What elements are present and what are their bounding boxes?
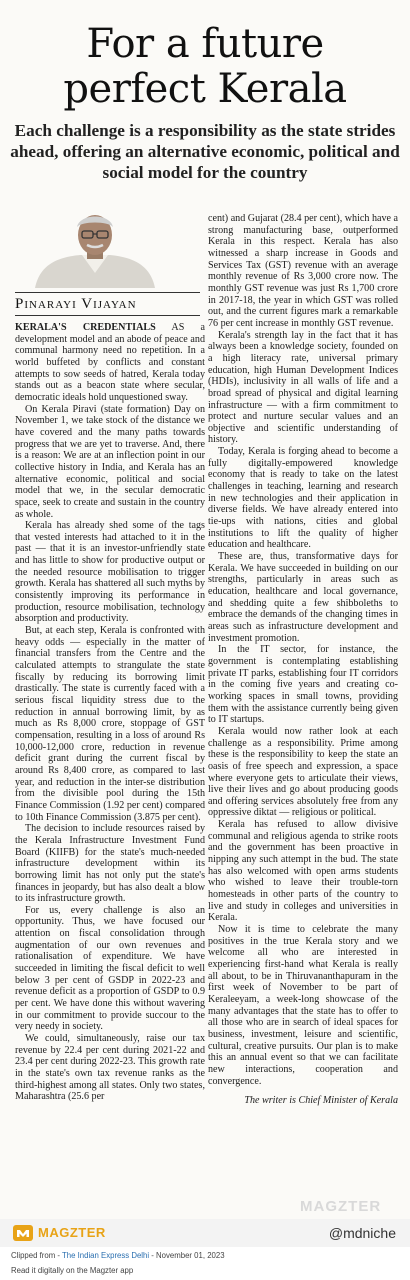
paragraph: Kerala has already shed some of the tags that vested interests had attached to it in the past — that it is an investor-unfriendly state and has little to show for productive output or the needed resource mobilisation to trigger growth. Kerala has shattered all such myths by consistently improving its performance in production, resource mobilisation, technology absorption and productivity.: [15, 520, 205, 625]
paragraph: KERALA'S CREDENTIALS AS a development model and an abode of peace and communal harmony need no repetition. In a world buffeted by conflicts and constant attempts to sow seeds of hatred, Kerala today stands out as a beacon state where secular, democratic ideals hold unquestioned sway.: [15, 322, 206, 403]
article-column-right: [208, 213, 398, 1107]
paragraph: We could, simultaneously, raise our tax revenue by 22.4 per cent during 2021-22 and 23.4 per cent during 2022-23. This growth rate in the state's own tax revenue ranks as the third-highest among all states. Only two states, Maharashtra (25.6 per: [15, 1033, 205, 1103]
paragraph: But, at each step, Kerala is confronted with heavy odds — especially in the matter of financial transfers from the Centre and the calculated attempts to strangulate the state fiscally by reducing its borrowing limit drastically. The state is currently faced with a serious fiscal liquidity stress due to the reduction in annual borrowing limit, by as much as Rs 8,000 crore, stoppage of GST compensation, resulting in a loss of around Rs 10,000-12,000 crore, reduction in revenue deficit grant during the current fiscal by around Rs 8,400 crore, as compared to last year, and reduction in the inter-se distribution from the divisible pool during the 15th Finance Commission (1.92 per cent) compared to 10th Finance Commission (3.875 per cent).: [15, 625, 205, 823]
user-handle: @mdniche: [328, 1225, 396, 1241]
lead-in: KERALA'S CREDENTIALS: [15, 322, 156, 333]
headline-line-1: For a future: [86, 21, 324, 67]
author-portrait: [30, 213, 160, 288]
clipped-from-line: Clipped from - The Indian Express Delhi - November 01, 2023: [11, 1251, 225, 1260]
paragraph: cent) and Gujarat (28.4 per cent), which have a strong manufacturing base, outperformed Kerala in this respect. Kerala has also witnessed a sharp increase in Goods and Services Tax (GST) revenue with an average monthly revenue of Rs 3,000 crore now. The monthly GST revenue was just Rs 1,700 crore in 2017-18, the year in which GST was rolled out, and the current figures mark a remarkable 76 per cent increase in monthly GST revenue.: [208, 213, 399, 329]
paragraph: Now it is time to celebrate the many positives in the true Kerala story and we welcome all who are interested in experiencing first-hand what Kerala is really all about, to be in Thiruvananthapuram in the first week of November to be part of Keraleeyam, a week-long showcase of the many advantages that the state has to offer to all those who are in search of ideal spaces for business, investment, leisure and scientific, cultural, creative pursuits. Our plan is to make this an annual event so that we can facilitate new interactions, cooperation and convergence.: [208, 924, 398, 1087]
paragraph: Today, Kerala is forging ahead to become a fully digitally-empowered knowledge economy that is ready to take on the latest challenges in teaching, learning and research in new technologies and their application in diverse fields. We have already entered into tie-ups with nations, cities and global institutions to lift the quality of higher education and healthcare.: [208, 446, 398, 551]
headline: [0, 0, 410, 112]
magzter-footer: [0, 1219, 410, 1247]
magzter-brand[interactable]: MAGZTER: [38, 1225, 106, 1240]
paragraph: Kerala has refused to allow divisive communal and religious agenda to strike roots and the government has been proactive in nipping any such attempt in the bud. The state has also welcomed with open arms students who wished to leave their trouble-torn homesteads in other parts of the country to live and study in colleges and universities in Kerala.: [208, 819, 398, 924]
source-link[interactable]: The Indian Express Delhi: [62, 1251, 150, 1260]
author-byline: Pinarayi Vijayan: [15, 292, 200, 316]
paragraph: The decision to include resources raised by the Kerala Infrastructure Investment Fund Board (KIIFB) for the state's much-needed infrastructure development within its borrowing limit has not only put the state's finances in jeopardy, but has also dealt a blow to its infrastructure growth.: [15, 823, 205, 905]
author-signoff: The writer is Chief Minister of Kerala: [244, 1095, 398, 1107]
paragraph: On Kerala Piravi (state formation) Day on November 1, we take stock of the distance we have covered and the many paths towards progress that we are yet to traverse. And, there is a reason: We are at an inflection point in our collective history in India, and Kerala has an alternative economic, political and social model that we, in the secular democratic space, seek to create and sustain in the country as whole.: [15, 403, 205, 520]
magzter-logo-icon: [13, 1225, 33, 1241]
paragraph: Kerala's strength lay in the fact that it has always been a knowledge society, founded on a high literacy rate, universal primary education, high Human Development Indices (HDIs), inclusivity in all walls of life and a broad spread of physical and digital learning infrastructure — with a firm commitment to protect and nurture secular values and an objective and scientific understanding of history.: [208, 329, 398, 446]
article-column-left: [15, 322, 205, 1103]
headline-line-2: perfect Kerala: [63, 66, 347, 112]
paragraph: In the IT sector, for instance, the government is contemplating establishing private IT parks, establishing four IT corridors in the coming five years and creating co-working spaces in small towns, providing them with the assistance currently being given to IT startups.: [208, 644, 398, 726]
paragraph: Kerala would now rather look at each challenge as a responsibility. Prime among these is the responsibility to keep the state an oasis of free speech and expression, a space where everyone gets to articulate their views, live their lives and go about producing goods and offering services absolutely free from any oppressive diktat — religious or political.: [208, 725, 398, 819]
read-digitally-text: Read it digitally on the Magzter app: [11, 1266, 134, 1275]
magzter-watermark: MAGZTER: [300, 1198, 382, 1215]
paragraph: For us, every challenge is also an opportunity. Thus, we have focused our attention on fiscal consolidation through augmentation of our own revenues and rationalisation of expenditure. We have succeeded in limiting the fiscal deficit to well below 3 per cent of GSDP in 2022-23 and revenue deficit as a proportion of GSDP to 0.9 per cent. We have done this without wavering in our commitment to provide succour to the very needy in society.: [15, 904, 205, 1033]
subheadline: Each challenge is a responsibility as the state strides ahead, offering an alternative economic, political and social model for the country: [10, 121, 400, 182]
paragraph: These are, thus, transformative days for Kerala. We have succeeded in building on our strengths, particularly in areas such as education, healthcare and local governance, and shedding quite a few shibboleths to embrace the demands of the changing times in areas such as infrastructure development and investment promotion.: [208, 551, 398, 644]
